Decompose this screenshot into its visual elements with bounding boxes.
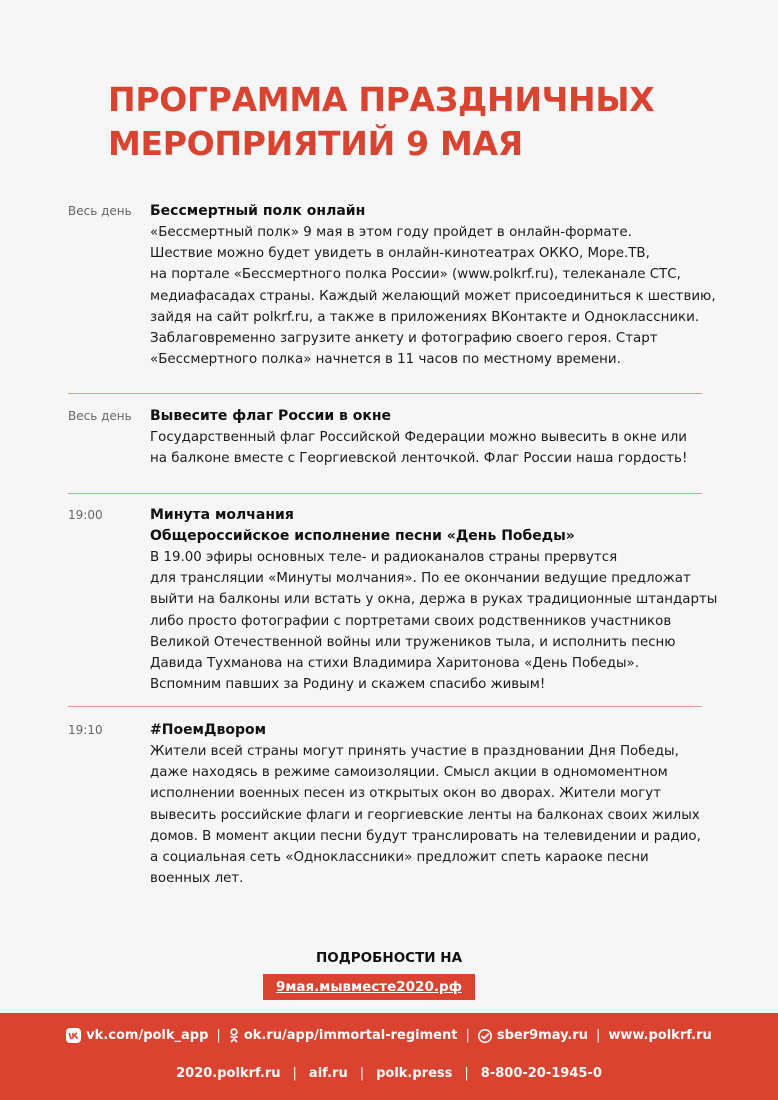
event-text-line: либо просто фотографии с портретами своих родственников участников [150, 613, 672, 629]
sber-icon [478, 1029, 492, 1043]
footer-link-vk[interactable]: vk.com/polk_app [86, 1028, 209, 1043]
event-body [150, 201, 716, 370]
event-text-line: Великой Отечественной войны или тружеников тыла, и исполнить песню [150, 634, 676, 650]
event-text-line: Вспомним павших за Родину и скажем спасибо живым! [150, 677, 546, 693]
more-info-link[interactable]: 9мая.мывместе2020.рф [263, 974, 475, 1000]
separator: | [465, 1028, 470, 1043]
event-text-line: «Бессмертного полка» начнется в 11 часов по местному времени. [150, 352, 621, 368]
event-text-line: Государственный флаг Российской Федерации можно вывесить в окне или [150, 430, 688, 445]
event-text-line: Давида Тухманова на стихи Владимира Харитонова «День Победы». [150, 656, 639, 672]
event-title: Бессмертный полк онлайн [150, 203, 366, 219]
page-title [108, 78, 748, 166]
event-text-line: вывесить российские флаги и георгиевские ленты на балконах своих жилых [150, 807, 700, 823]
divider [68, 706, 702, 707]
event-text-line: Жители всей страны могут принять участие в праздновании Дня Победы, [150, 744, 679, 759]
separator: | [216, 1028, 221, 1043]
event-text-line: «Бессмертный полк» 9 мая в этом году пройдет в онлайн-формате. [150, 225, 632, 240]
title-line-1: ПРОГРАММА ПРАЗДНИЧНЫХ [108, 80, 655, 119]
more-info-label: ПОДРОБНОСТИ НА [315, 950, 463, 966]
event-text-line: военных лет. [150, 871, 244, 887]
event-text-line: а социальная сеть «Одноклассники» предложит спеть караоке песни [150, 850, 649, 866]
odnoklassniki-icon [229, 1028, 239, 1043]
footer-link-2020-polkrf[interactable]: 2020.polkrf.ru [176, 1066, 281, 1081]
vk-icon [66, 1028, 81, 1043]
separator: | [595, 1028, 601, 1043]
footer-link-ok[interactable]: ok.ru/app/immortal-regiment [243, 1028, 458, 1043]
title-line-2: МЕРОПРИЯТИЙ 9 МАЯ [108, 124, 523, 163]
separator: | [464, 1066, 469, 1081]
event-text-line: на портале «Бессмертного полка России» (www.polkrf.ru), телеканале СТС, [150, 267, 681, 283]
footer-link-aif[interactable]: aif.ru [308, 1066, 348, 1081]
event-time: 19:10 [68, 723, 103, 737]
event-title: #ПоемДвором [150, 722, 267, 738]
footer-phone[interactable]: 8-800-20-1945-0 [480, 1066, 602, 1081]
divider [68, 393, 702, 394]
footer-link-polk-press[interactable]: polk.press [376, 1066, 453, 1081]
event-body [150, 406, 710, 469]
footer-links-row-2 [0, 1066, 778, 1081]
event-text-line: исполнении военных песен из открытых окон во дворах. Жители могут [150, 786, 662, 802]
event-text-line: медиафасадах страны. Каждый желающий может присоединиться к шествию, [150, 288, 716, 304]
event-subtitle: Общероссийское исполнение песни «День Победы» [150, 528, 575, 544]
event-description [150, 427, 710, 469]
event-text-line: зайдя на сайт polkrf.ru, а также в приложениях ВКонтакте и Одноклассники. [150, 309, 700, 325]
event-body [150, 720, 710, 889]
event-description [150, 741, 710, 889]
event-description [150, 547, 718, 695]
event-time: Весь день [68, 204, 132, 218]
event-title: Минута молчания [150, 507, 294, 523]
event-text-line: домов. В момент акции песни будут транслировать на телевидении и радио, [150, 828, 701, 844]
event-text-line: Заблаговременно загрузите анкету и фотографию своего героя. Старт [150, 331, 658, 347]
event-text-line: на балконе вместе с Георгиевской ленточкой. Флаг России наша гордость! [150, 451, 688, 467]
event-text-line: В 19.00 эфиры основных теле- и радиоканалов страны прервутся [150, 550, 618, 565]
footer-link-polkrf[interactable]: www.polkrf.ru [608, 1028, 712, 1043]
footer [0, 1013, 778, 1100]
separator: | [292, 1066, 297, 1081]
event-text-line: даже находясь в режиме самоизоляции. Смысл акции в одномоментном [150, 765, 668, 781]
event-text-line: для трансляции «Минуты молчания». По ее окончании ведущие предложат [150, 571, 691, 587]
footer-link-sber[interactable]: sber9may.ru [496, 1028, 588, 1043]
event-time: Весь день [68, 409, 132, 423]
divider [68, 493, 702, 494]
separator: | [359, 1066, 365, 1081]
event-title: Вывесите флаг России в окне [150, 408, 392, 424]
event-body [150, 505, 718, 695]
event-text-line: выйти на балконы или встать у окна, держа в руках традиционные штандарты [150, 592, 718, 608]
event-text-line: Шествие можно будет увидеть в онлайн-кинотеатрах ОККО, Море.ТВ, [150, 246, 650, 262]
event-description [150, 222, 716, 370]
event-time: 19:00 [68, 508, 103, 522]
footer-links-row-1 [0, 1028, 778, 1043]
